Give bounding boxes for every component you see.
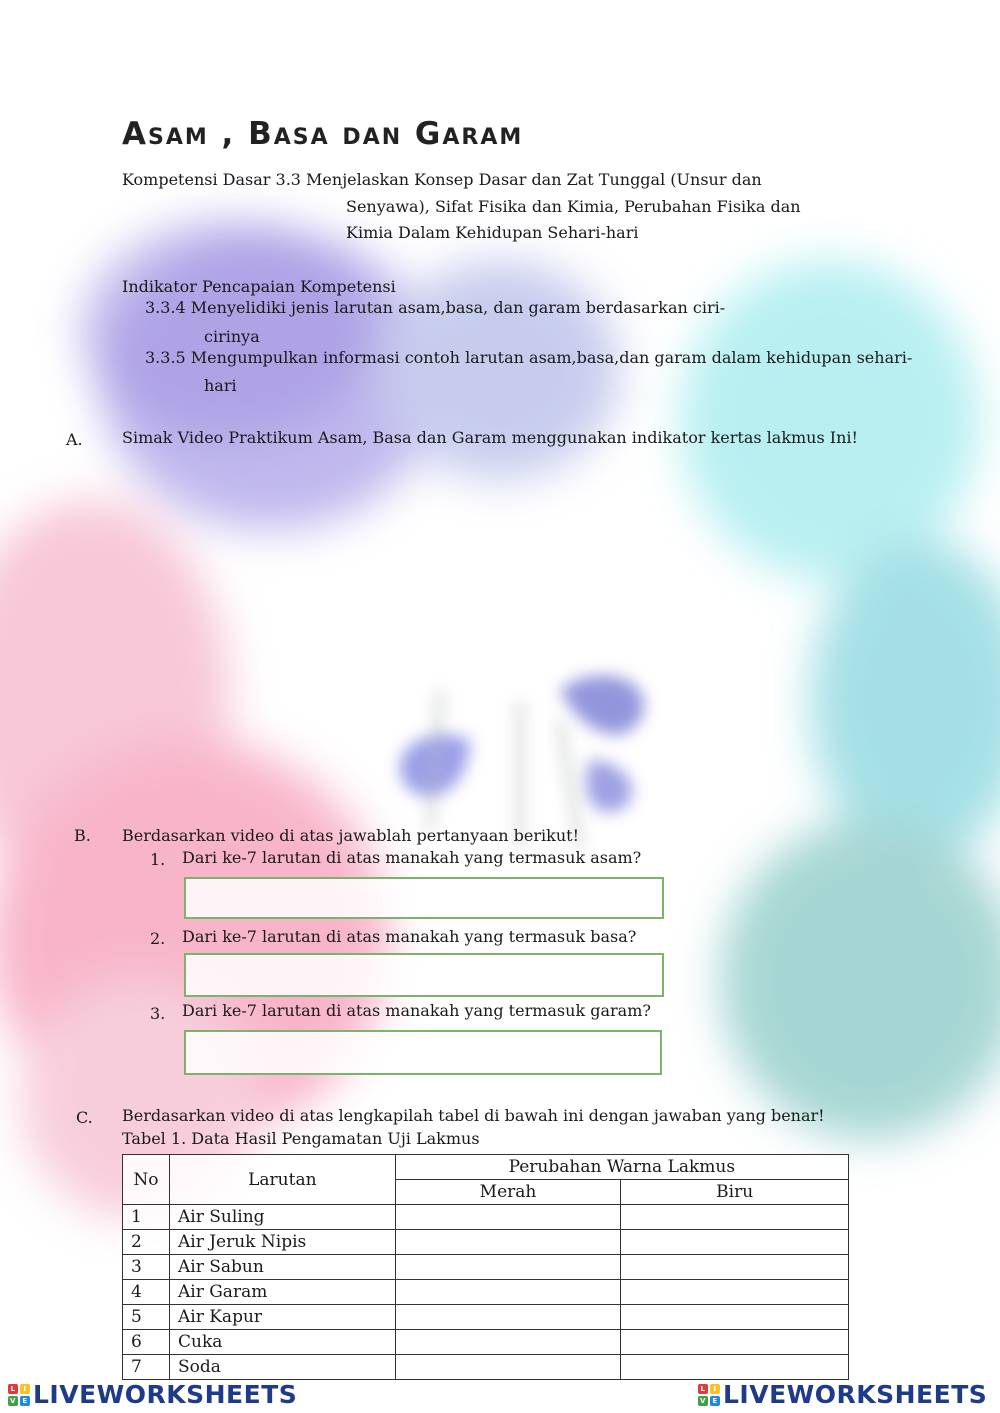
indikator-heading: Indikator Pencapaian Kompetensi [122,277,396,296]
answer-2-input[interactable] [184,953,664,997]
observation-table [122,1154,849,1380]
row-merah-input[interactable] [395,1355,621,1380]
row-no: 2 [123,1230,170,1255]
footer-logo-left [8,1380,297,1409]
table-caption: Tabel 1. Data Hasil Pengamatan Uji Lakmus [122,1129,480,1148]
question-1-number: 1. [150,850,166,869]
table-row [123,1280,849,1305]
row-no: 4 [123,1280,170,1305]
table-row [123,1355,849,1380]
row-larutan: Cuka [169,1330,395,1355]
question-2-text: Dari ke-7 larutan di atas manakah yang termasuk basa? [182,927,637,946]
indikator-1-line-2: cirinya [204,327,260,346]
row-larutan: Air Kapur [169,1305,395,1330]
row-larutan: Air Garam [169,1280,395,1305]
row-no: 3 [123,1255,170,1280]
header-perubahan: Perubahan Warna Lakmus [395,1155,848,1180]
answer-1-input[interactable] [184,877,664,919]
section-c-label: C. [76,1108,93,1127]
header-no: No [123,1155,170,1205]
table-row [123,1330,849,1355]
row-merah-input[interactable] [395,1255,621,1280]
brand-text-right: LIVEWORKSHEETS [723,1380,988,1409]
footer-logo-right [698,1380,987,1409]
table-row [123,1255,849,1280]
row-larutan: Soda [169,1355,395,1380]
table-row [123,1205,849,1230]
row-merah-input[interactable] [395,1305,621,1330]
row-no: 7 [123,1355,170,1380]
question-2-number: 2. [150,929,166,948]
row-biru-input[interactable] [621,1230,849,1255]
row-biru-input[interactable] [621,1355,849,1380]
question-1-text: Dari ke-7 larutan di atas manakah yang termasuk asam? [182,848,642,867]
row-biru-input[interactable] [621,1280,849,1305]
video-area[interactable] [122,460,882,800]
row-merah-input[interactable] [395,1205,621,1230]
row-biru-input[interactable] [621,1330,849,1355]
section-a-text: Simak Video Praktikum Asam, Basa dan Garam menggunakan indikator kertas lakmus Ini! [122,428,858,447]
question-3-number: 3. [150,1004,166,1023]
page-title: Asam , Basa dan Garam [122,116,524,152]
section-b-label: B. [74,826,91,845]
table-row [123,1230,849,1255]
row-merah-input[interactable] [395,1230,621,1255]
section-b-text: Berdasarkan video di atas jawablah pertanyaan berikut! [122,826,580,845]
section-a-label: A. [66,430,83,449]
row-larutan: Air Jeruk Nipis [169,1230,395,1255]
row-merah-input[interactable] [395,1280,621,1305]
answer-3-input[interactable] [184,1030,662,1075]
row-biru-input[interactable] [621,1255,849,1280]
row-larutan: Air Suling [169,1205,395,1230]
row-no: 6 [123,1330,170,1355]
header-merah: Merah [395,1180,621,1205]
question-3-text: Dari ke-7 larutan di atas manakah yang termasuk garam? [182,1001,651,1020]
row-no: 1 [123,1205,170,1230]
header-biru: Biru [621,1180,849,1205]
liveworksheets-logo-icon: L I V E [698,1384,720,1406]
indikator-1-line-1: 3.3.4 Menyelidiki jenis larutan asam,basa, dan garam berdasarkan ciri- [145,298,726,317]
row-biru-input[interactable] [621,1305,849,1330]
indikator-2-line-2: hari [204,376,237,395]
kompetensi-line-3: Kimia Dalam Kehidupan Sehari-hari [346,223,639,242]
row-larutan: Air Sabun [169,1255,395,1280]
kompetensi-line-2: Senyawa), Sifat Fisika dan Kimia, Perubahan Fisika dan [346,197,801,216]
kompetensi-line-1: Kompetensi Dasar 3.3 Menjelaskan Konsep Dasar dan Zat Tunggal (Unsur dan [122,170,762,189]
header-larutan: Larutan [169,1155,395,1205]
row-no: 5 [123,1305,170,1330]
brand-text-left: LIVEWORKSHEETS [33,1380,298,1409]
row-merah-input[interactable] [395,1330,621,1355]
indikator-2-line-1: 3.3.5 Mengumpulkan informasi contoh larutan asam,basa,dan garam dalam kehidupan sehari- [145,348,913,367]
row-biru-input[interactable] [621,1205,849,1230]
liveworksheets-logo-icon: L I V E [8,1384,30,1406]
section-c-text: Berdasarkan video di atas lengkapilah tabel di bawah ini dengan jawaban yang benar! [122,1106,825,1125]
table-row [123,1305,849,1330]
